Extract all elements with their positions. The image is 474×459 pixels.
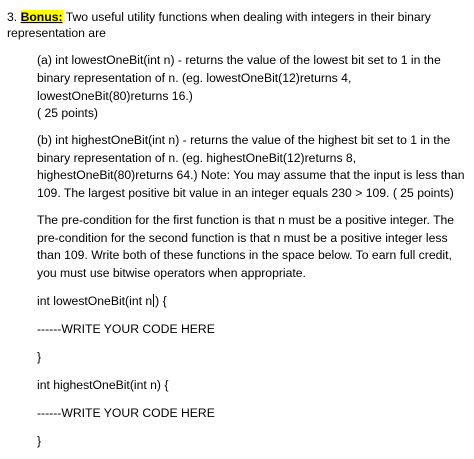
lowest-code-placeholder[interactable]: ------WRITE YOUR CODE HERE — [37, 322, 215, 336]
part-a-line-1: (a) int lowestOneBit(int n) - returns the value of the lowest bit set to 1 in the — [37, 53, 441, 67]
question-intro: Two useful utility functions when dealing with integers in their binary — [65, 10, 431, 24]
part-b-line-4: 109. The largest positive bit value in an integer equals 230 > 109. ( 25 points) — [37, 186, 454, 200]
lowest-one-bit-signature[interactable] — [37, 293, 167, 309]
highest-close-brace: } — [37, 434, 42, 448]
part-b-line-1: (b) int highestOneBit(int n) - returns the value of the highest bit set to 1 in the — [37, 133, 451, 147]
precondition-line-4: you must use bitwise operators when appropriate. — [37, 266, 306, 280]
bonus-label: Bonus: — [20, 10, 63, 24]
precondition-line-3: than 109. Write both of these functions in the space below. To earn full credit, — [37, 248, 452, 262]
precondition-line-2: pre-condition for the second function is that n must be a positive integer less — [37, 231, 448, 245]
highest-one-bit-signature[interactable]: int highestOneBit(int n) { — [37, 378, 169, 392]
lowest-signature-text: int lowestOneBit(int n — [37, 294, 153, 308]
question-number: 3. — [7, 10, 18, 24]
part-b-line-2: binary representation of n. (eg. highestOneBit(12)returns 8, — [37, 151, 357, 165]
lowest-signature-brace: ) { — [155, 294, 167, 308]
question-header — [7, 9, 431, 25]
lowest-close-brace: } — [37, 350, 42, 364]
part-a-points: ( 25 points) — [37, 106, 98, 120]
question-intro-cont: representation are — [7, 26, 106, 40]
part-a-line-3: lowestOneBit(80)returns 16.) — [37, 89, 193, 103]
precondition-line-1: The pre-condition for the first function is that n must be a positive integer. The — [37, 213, 455, 227]
highest-code-placeholder[interactable]: ------WRITE YOUR CODE HERE — [37, 406, 215, 420]
part-a-line-2: binary representation of n. (eg. lowestOneBit(12)returns 4, — [37, 71, 352, 85]
part-b-line-3: highestOneBit(80)returns 64.) Note: You may assume that the input is less than — [37, 168, 465, 182]
